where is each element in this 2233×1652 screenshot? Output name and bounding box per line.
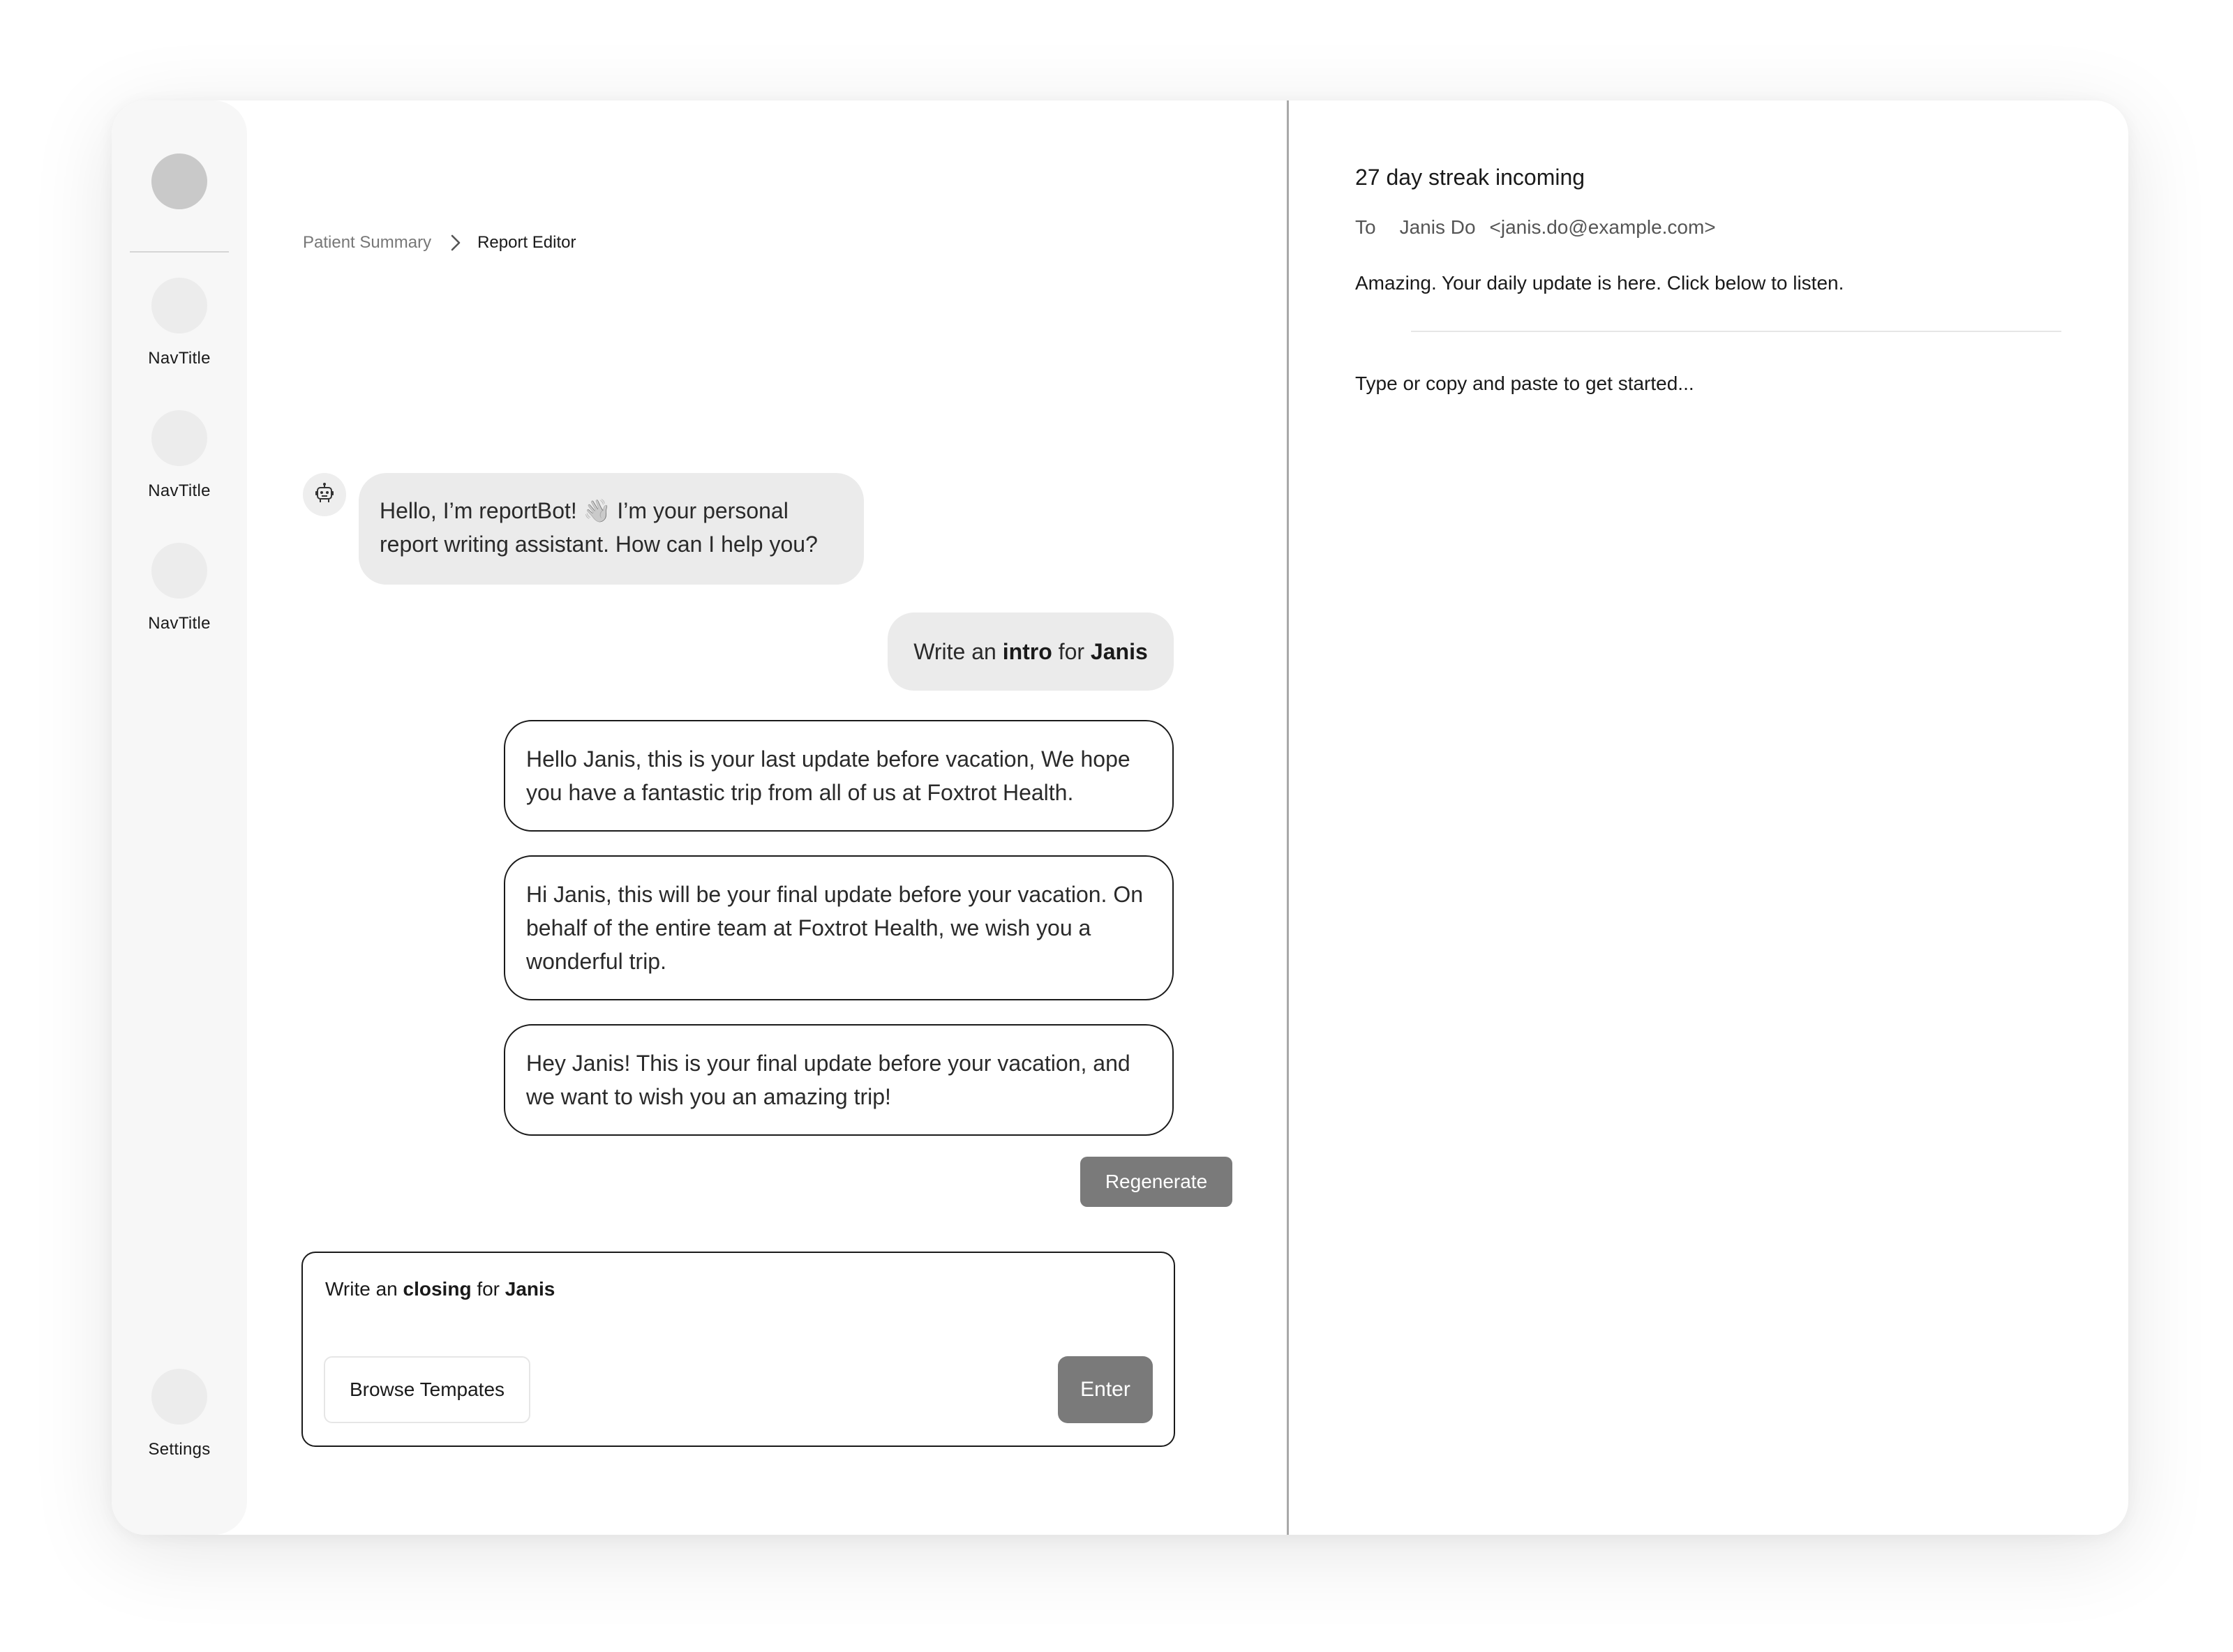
email-recipient — [1355, 216, 1716, 239]
sidebar-item-settings[interactable] — [112, 1369, 247, 1459]
suggestion-card[interactable]: Hi Janis, this will be your final update before your vacation. On behalf of the entire team at Foxtrot Health, we wish you a wonderful trip. — [504, 855, 1174, 1000]
nav-placeholder-icon — [151, 543, 207, 599]
bot-avatar — [303, 473, 346, 516]
nav-placeholder-icon — [151, 278, 207, 333]
email-subject: 27 day streak incoming — [1355, 165, 1585, 190]
sidebar-item-label: NavTitle — [148, 349, 211, 368]
composer-keyword: closing — [403, 1278, 472, 1300]
breadcrumb — [303, 233, 576, 253]
email-body-editor[interactable]: Type or copy and paste to get started... — [1355, 373, 1694, 394]
chevron-right-icon — [451, 234, 461, 251]
user-avatar[interactable] — [151, 153, 207, 209]
app-window — [112, 100, 2128, 1535]
nav-placeholder-icon — [151, 410, 207, 466]
settings-placeholder-icon — [151, 1369, 207, 1425]
robot-icon — [313, 482, 336, 508]
regenerate-button[interactable]: Regenerate — [1080, 1157, 1232, 1207]
sidebar-item-label: Settings — [148, 1440, 211, 1459]
bot-message — [359, 473, 864, 585]
bot-message-text-cont: I’m your personal report writing assistant. How can I help you? — [380, 498, 818, 557]
sidebar — [112, 100, 247, 1535]
suggestion-card[interactable]: Hey Janis! This is your final update before your vacation, and we want to wish you an amazing trip! — [504, 1024, 1174, 1136]
user-message — [888, 613, 1174, 691]
user-message-keyword: intro — [1002, 638, 1052, 664]
suggestion-card[interactable]: Hello Janis, this is your last update before vacation, We hope you have a fantastic trip from all of us at Foxtrot Health. — [504, 720, 1174, 832]
to-label: To — [1355, 216, 1376, 238]
user-message-mid: for — [1052, 638, 1091, 664]
composer-name: Janis — [505, 1278, 555, 1300]
email-intro-line[interactable]: Amazing. Your daily update is here. Click below to listen. — [1355, 272, 1844, 294]
user-message-pre: Write an — [913, 638, 1003, 664]
composer[interactable] — [301, 1252, 1175, 1447]
email-divider — [1411, 331, 2061, 332]
composer-text-mid: for — [471, 1278, 505, 1300]
sidebar-item-3[interactable] — [112, 543, 247, 633]
bot-message-text: Hello, I’m reportBot! — [380, 498, 583, 523]
sidebar-item-2[interactable] — [112, 410, 247, 501]
composer-input[interactable] — [325, 1278, 555, 1300]
browse-templates-button[interactable]: Browse Tempates — [324, 1356, 530, 1423]
sidebar-item-1[interactable] — [112, 278, 247, 368]
sidebar-item-label: NavTitle — [148, 481, 211, 500]
sidebar-divider — [130, 251, 229, 253]
breadcrumb-current: Report Editor — [477, 233, 576, 252]
breadcrumb-parent[interactable]: Patient Summary — [303, 233, 432, 252]
wave-emoji-icon: 👋 — [583, 498, 611, 523]
sidebar-item-label: NavTitle — [148, 614, 211, 633]
enter-button[interactable]: Enter — [1058, 1356, 1153, 1423]
composer-text-pre: Write an — [325, 1278, 403, 1300]
recipient-name: Janis Do — [1399, 216, 1476, 238]
recipient-email: <janis.do@example.com> — [1489, 216, 1716, 238]
user-message-name: Janis — [1090, 638, 1148, 664]
panel-divider[interactable] — [1287, 100, 1289, 1535]
